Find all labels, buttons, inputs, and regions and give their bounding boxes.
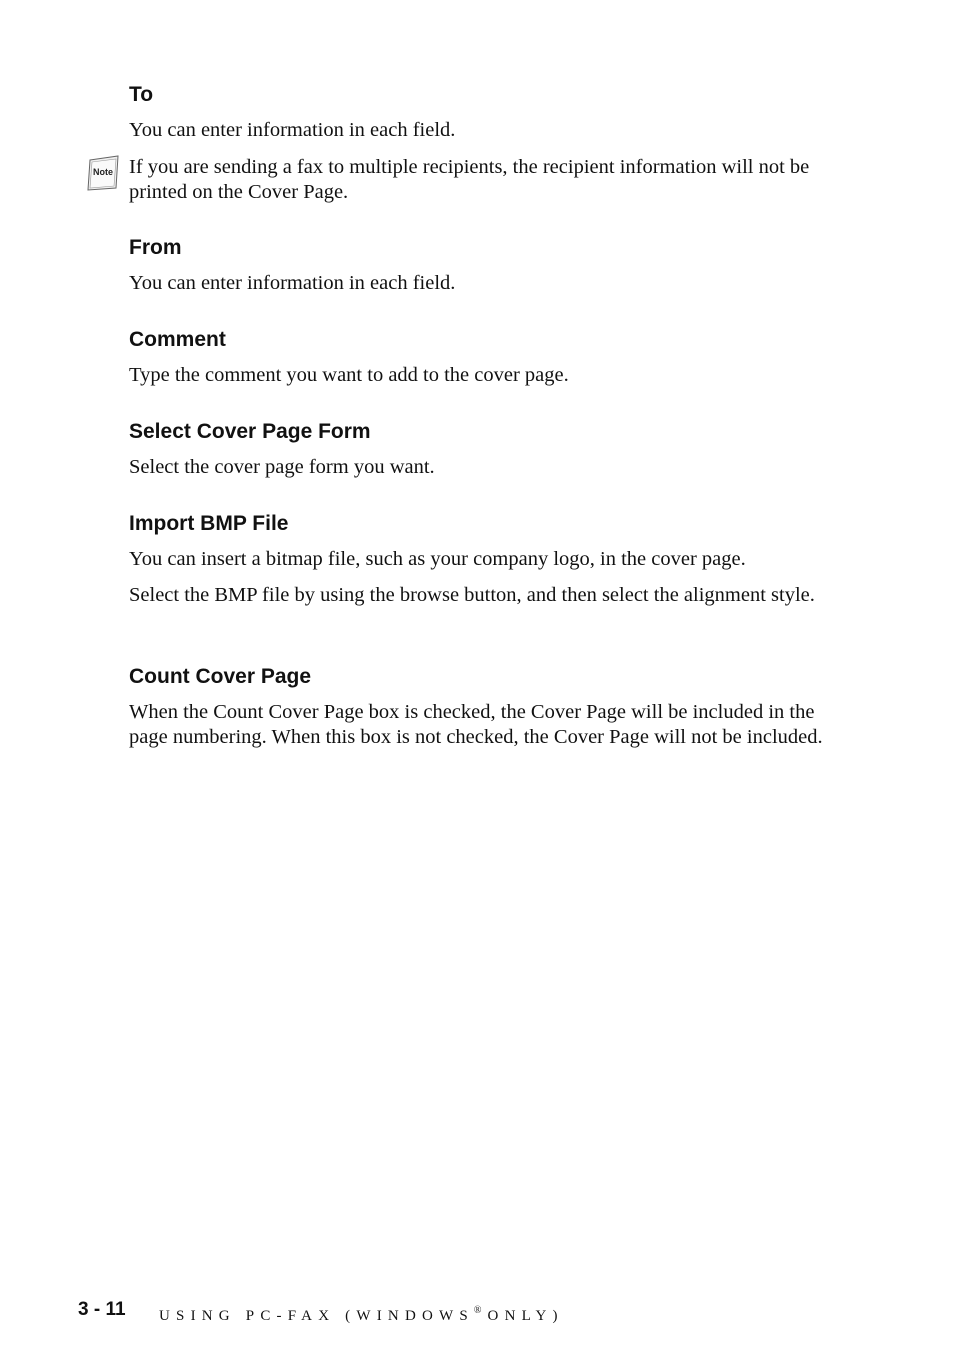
heading-comment: Comment: [129, 328, 226, 351]
running-footer: [159, 1300, 564, 1327]
select-form-body: Select the cover page form you want.: [129, 456, 435, 478]
heading-select-cover-page-form: Select Cover Page Form: [129, 420, 371, 443]
import-bmp-body-1: You can insert a bitmap file, such as your company logo, in the cover page.: [129, 548, 746, 570]
page-number: 3 - 11: [78, 1299, 126, 1320]
heading-import-bmp-file: Import BMP File: [129, 512, 289, 535]
note-text: If you are sending a fax to multiple recipients, the recipient information will not be printed on the Cover Page.: [129, 156, 810, 203]
comment-body: Type the comment you want to add to the cover page.: [129, 364, 569, 386]
to-body: You can enter information in each field.: [129, 119, 456, 141]
heading-from: From: [129, 236, 182, 259]
heading-to: To: [129, 83, 154, 106]
count-cover-body: When the Count Cover Page box is checked, the Cover Page will be included in the page numbering. When this box is not checked, the Cover Page will not be included.: [129, 701, 823, 748]
heading-count-cover-page: Count Cover Page: [129, 665, 312, 688]
footer-title-end: ONLY): [487, 1308, 564, 1324]
note-icon: [86, 154, 120, 192]
note-icon-label: Note: [93, 167, 113, 177]
import-bmp-body-2: Select the BMP file by using the browse button, and then select the alignment style.: [129, 584, 815, 606]
registered-mark: ®: [473, 1305, 482, 1316]
from-body: You can enter information in each field.: [129, 272, 456, 294]
footer-title-main: USING PC-FAX (WINDOWS: [159, 1308, 474, 1324]
